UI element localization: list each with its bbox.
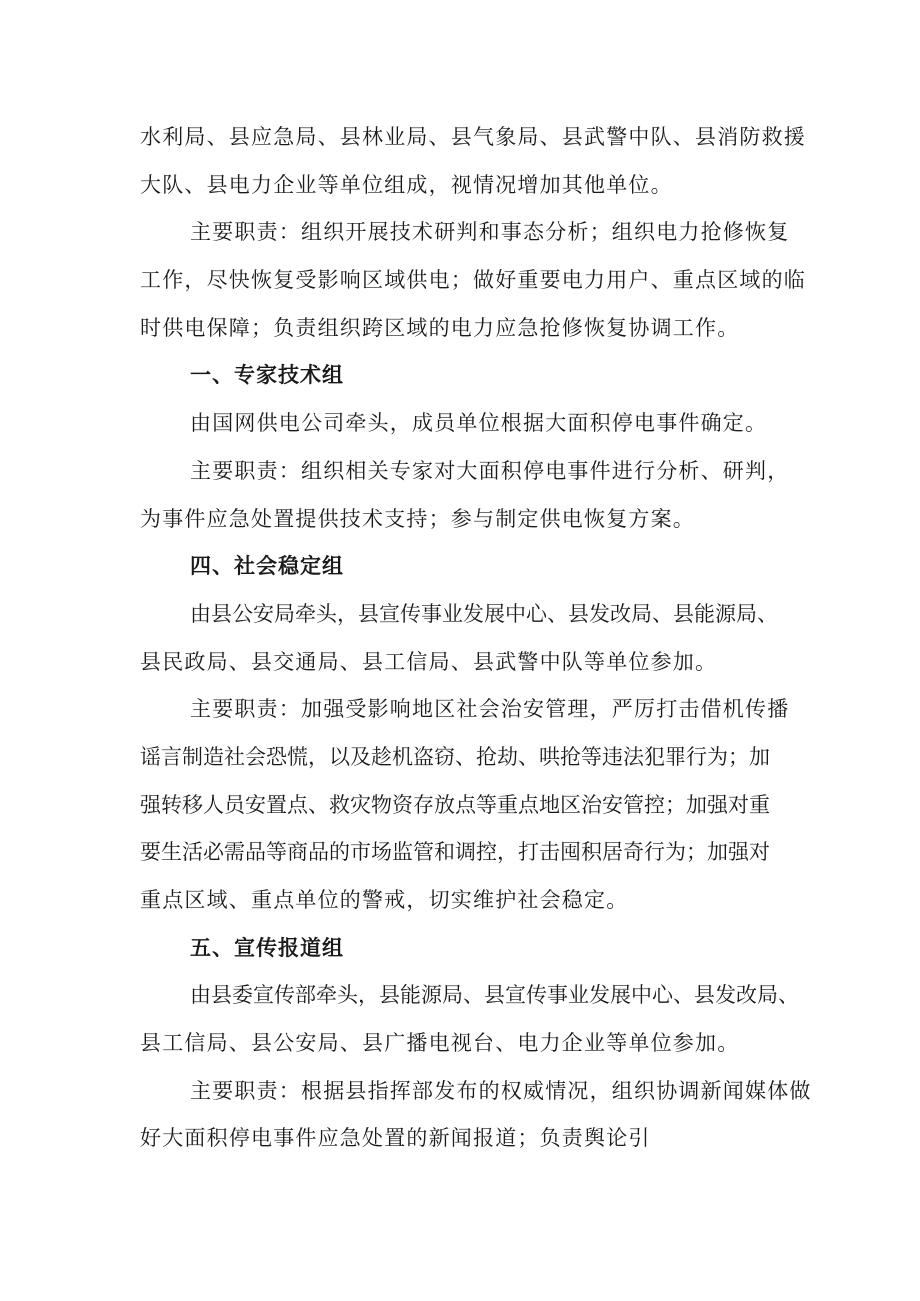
section-heading: 五、宣传报道组 bbox=[190, 935, 344, 960]
paragraph-line: 主要职责：组织开展技术研判和事态分析；组织电力抢修恢复 bbox=[190, 220, 790, 245]
paragraph-line: 大队、县电力企业等单位组成，视情况增加其他单位。 bbox=[140, 172, 673, 197]
paragraph-line: 主要职责：组织相关专家对大面积停电事件进行分析、研判， bbox=[190, 458, 790, 483]
paragraph-line: 由县委宣传部牵头，县能源局、县宣传事业发展中心、县发改局、 bbox=[190, 983, 799, 1008]
paragraph-line: 好大面积停电事件应急处置的新闻报道；负责舆论引 bbox=[140, 1126, 651, 1151]
document-body bbox=[140, 114, 812, 1163]
paragraph-line: 谣言制造社会恐慌，以及趁机盗窃、抢劫、哄抢等违法犯罪行为；加 bbox=[140, 744, 770, 769]
paragraph-line: 由国网供电公司牵头，成员单位根据大面积停电事件确定。 bbox=[190, 411, 768, 436]
paragraph-line: 县工信局、县公安局、县广播电视台、电力企业等单位参加。 bbox=[140, 1031, 740, 1056]
paragraph-line: 水利局、县应急局、县林业局、县气象局、县武警中队、县消防救援 bbox=[140, 125, 806, 149]
paragraph-line: 县民政局、县交通局、县工信局、县武警中队等单位参加。 bbox=[140, 649, 718, 674]
paragraph-line: 为事件应急处置提供技术支持；参与制定供电恢复方案。 bbox=[140, 506, 695, 531]
paragraph-line: 主要职责：加强受影响地区社会治安管理，严厉打击借机传播 bbox=[190, 697, 790, 722]
paragraph-line: 重点区域、重点单位的警戒，切实维护社会稳定。 bbox=[140, 888, 629, 912]
paragraph-line: 工作，尽快恢复受影响区域供电；做好重要电力用户、重点区域的临 bbox=[140, 268, 806, 293]
paragraph-line: 强转移人员安置点、救灾物资存放点等重点地区治安管控；加强对重 bbox=[140, 792, 770, 817]
paragraph-line: 要生活必需品等商品的市场监管和调控，打击囤积居奇行为；加强对 bbox=[140, 840, 770, 865]
section-heading: 四、社会稳定组 bbox=[190, 554, 344, 579]
paragraph-line: 主要职责：根据县指挥部发布的权威情况，组织协调新闻媒体做 bbox=[190, 1078, 812, 1103]
paragraph-line: 由县公安局牵头，县宣传事业发展中心、县发改局、县能源局、 bbox=[190, 601, 778, 626]
section-heading: 一、专家技术组 bbox=[190, 363, 344, 388]
paragraph-line: 时供电保障；负责组织跨区域的电力应急抢修恢复协调工作。 bbox=[140, 315, 740, 340]
